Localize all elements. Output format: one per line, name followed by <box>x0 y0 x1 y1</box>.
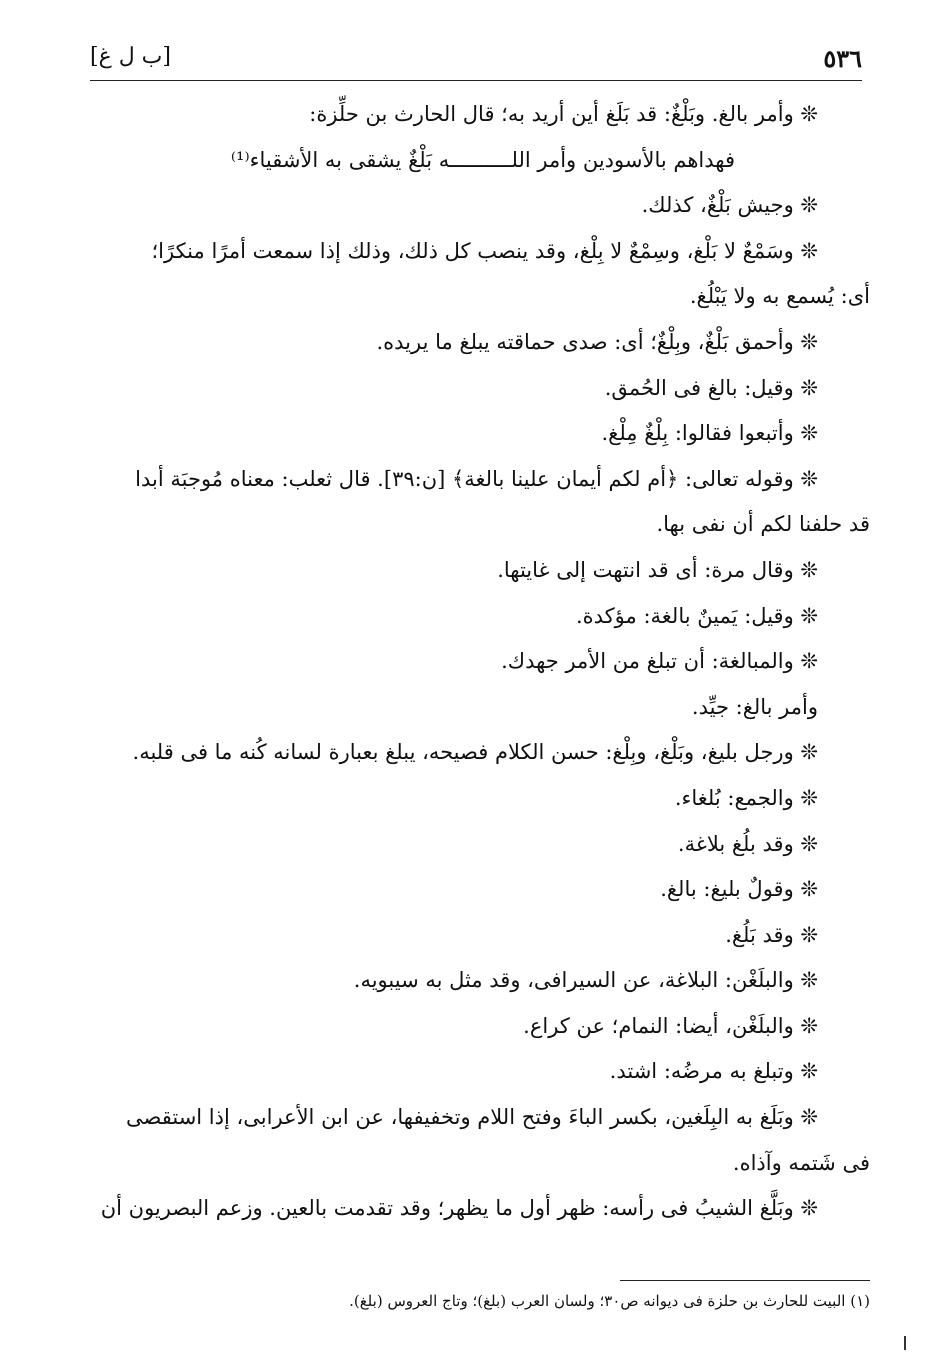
text-line: ❊ والمبالغة: أن تبلغ من الأمر جهدك. <box>501 649 818 674</box>
text-line: ❊ وأحمق بَلْغٌ، وبِلْغٌ؛ أى: صدى حماقته يبلغ ما يريده. <box>376 329 818 354</box>
page-number: ٥٣٦ <box>823 44 862 73</box>
text-line: قد حلفنا لكم أن نفى بها. <box>656 512 870 537</box>
footnote-divider <box>620 1280 870 1281</box>
text-line: ❊ وقال مرة: أى قد انتهت إلى غايتها. <box>497 557 818 582</box>
text-line: وأمر بالغ: جيِّد. <box>691 694 818 719</box>
text-line: أى: يُسمع به ولا يَبْلُغ. <box>689 284 870 309</box>
text-line: ❊ ورجل بليغ، وبَلْغ، وبِلْغ: حسن الكلام فصيحه، يبلغ بعبارة لسانه كُنه ما فى قلبه. <box>132 740 818 765</box>
footnote: (١) البيت للحارث بن حلزة فى ديوانه ص٣٠؛ ولسان العرب (بلغ)؛ وتاج العروس (بلغ). <box>349 1292 870 1310</box>
text-line: ❊ والجمع: بُلغاء. <box>674 785 818 810</box>
text-line: فى شَتمه وآذاه. <box>732 1150 870 1175</box>
margin-mark <box>904 1336 906 1350</box>
text-line: ❊ وبَلَّغ الشيبُ فى رأسه: ظهر أول ما يظهر؛ وقد تقدمت بالعين. وزعم البصريون أن <box>100 1196 818 1221</box>
text-line: ❊ وتبلغ به مرضُه: اشتد. <box>609 1059 818 1084</box>
text-line: ❊ وقد بلُغ بلاغة. <box>677 831 818 856</box>
text-line: ❊ وأمر بالغ. وبَلْغٌ: قد بَلَغ أين أريد به؛ قال الحارث بن حلِّزة: <box>309 102 818 126</box>
text-line: ❊ وقد بَلُغ. <box>725 922 818 947</box>
text-line: ❊ والبلَغْن، أيضا: النمام؛ عن كراع. <box>523 1013 818 1038</box>
text-line: ❊ وقيل: يَمينٌ بالغة: مؤكدة. <box>575 603 818 628</box>
text-line: ❊ وسَمْعٌ لا بَلْغ، وسِمْعٌ لا بِلْغ، وقد ينصب كل ذلك، وذلك إذا سمعت أمرًا منكرًا؛ <box>151 238 818 263</box>
text-line: ❊ وأتبعوا فقالوا: بِلْغٌ مِلْغ. <box>601 421 818 446</box>
dictionary-entry-text <box>100 92 870 1232</box>
text-line: ❊ وقولٌ بليغ: بالغ. <box>660 877 818 902</box>
text-line: ❊ والبلَغْن: البلاغة، عن السيرافى، وقد مثل به سيبويه. <box>353 968 818 993</box>
text-line: ❊ وقوله تعالى: ﴿أم لكم أيمان علينا بالغة﴾ [ن:٣٩]. قال ثعلب: معناه مُوجبَة أبدا <box>135 466 818 491</box>
text-line: ❊ وبَلَغ به البِلَغين، بكسر الباءَ وفتح اللام وتخفيفها، عن ابن الأعرابى، إذا استقصى <box>126 1105 818 1130</box>
verse-line: فهداهم بالأسودين وأمر اللــــــــــه بَلْغٌ يشقى به الأشقياء⁽¹⁾ <box>230 147 735 172</box>
root-letters-heading: [ب ل غ] <box>90 44 171 69</box>
running-header <box>90 40 862 81</box>
text-line: ❊ وجيش بَلْغٌ، كذلك. <box>641 193 818 218</box>
text-line: ❊ وقيل: بالغ فى الحُمق. <box>604 375 818 400</box>
